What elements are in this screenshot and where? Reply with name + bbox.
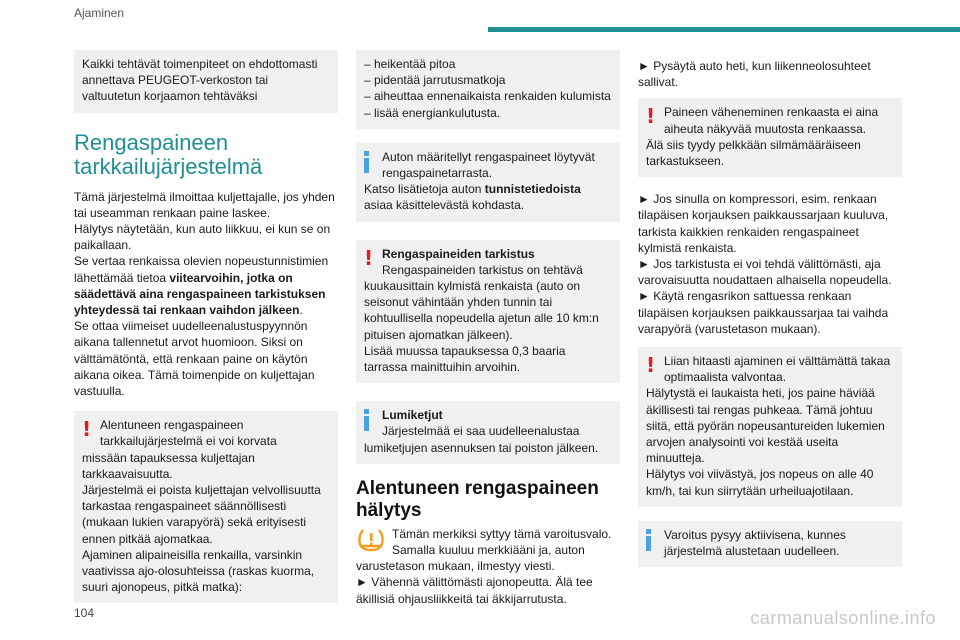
list-item: – lisää energiankulutusta. [364, 105, 501, 120]
paragraph: Se ottaa viimeiset uudelleenalustuspyynnön aikana tallennetut arvot huomioon. Siksi on välttämätöntä, että renkaan paine on käytön aikana oikea. Tämä toimenpide on kuljettajan vastuulla. [74, 319, 315, 399]
exclamation-icon: ! [82, 417, 92, 442]
alert-box-slow-driving [638, 347, 902, 507]
paragraph: ► Pysäytä auto heti, kun liikenneolosuhteet sallivat. [638, 59, 871, 90]
page-number: 104 [74, 606, 95, 620]
info-lead: Järjestelmää ei saa uudelleenalustaa [382, 424, 580, 439]
alert-lead: Rengaspaineiden tarkistus on tehtävä [382, 262, 583, 277]
alert-text: missään tapauksessa kuljettajan tarkkaavaisuutta. [82, 450, 255, 481]
info-box-warning-active [638, 521, 902, 567]
paragraph: ► Jos sinulla on kompressori, esim. renkaan tilapäisen korjauksen paikkaussarjaan kuuluva, tarkista kaikkien renkaiden rengaspaineet kylmistä renkaista. [638, 192, 889, 255]
alert-lead: Liian hitaasti ajaminen ei välttämättä takaa optimaalista valvontaa. [664, 354, 891, 385]
alert-box-visual-check [638, 98, 902, 177]
warning-lead: Tämän merkiksi syttyy tämä varoitusvalo. Samalla kuuluu merkkiääni ja, auton [392, 526, 612, 558]
info-title [382, 407, 612, 423]
section-title-low-pressure-alert: Alentuneen rengaspaineen hälytys [356, 477, 599, 521]
note-text: Kaikki tehtävät toimenpiteet on ehdottomasti annettava PEUGEOT-verkoston tai valtuutetun korjaamon tehtäväksi [82, 57, 318, 104]
paragraph: Tämä järjestelmä ilmoittaa kuljettajalle, jos yhden tai useamman renkaan paine laskee. [74, 189, 335, 220]
info-icon [364, 409, 369, 431]
paragraph: ► Jos tarkistusta ei voi tehdä välittömästi, aja varovaisuutta noudattaen alhaisella nopeudella. [638, 257, 892, 288]
paragraph: ► Vähennä välittömästi ajonopeutta. Älä tee äkillisiä ohjausliikkeitä tai äkkijarrutusta. [356, 575, 593, 606]
watermark: carmanualsonline.info [750, 608, 936, 628]
paragraph: ► Käytä rengasrikon sattuessa renkaan tilapäisen korjauksen paikkaussarjaa tai vaihda varapyörä (varustetason mukaan). [638, 289, 889, 336]
exclamation-icon: ! [364, 245, 374, 270]
exclamation-icon: ! [646, 353, 656, 378]
bold-text: Lumiketjut [382, 408, 443, 423]
text-span: Katso lisätietoja auton [364, 182, 485, 197]
paragraph: varustetason mukaan, ilmestyy viesti. [356, 559, 555, 574]
list-item: – pidentää jarrutusmatkoja [364, 73, 506, 88]
alert-text: Hälytystä ei laukaista heti, jos paine häviää äkillisesti tai rengas puhkeaa. Tämä johtuu siitä, että pyörän nopeusantureiden lukemien arvojen analysointi voi kestää useita minuutteja. [646, 386, 885, 466]
info-text: lumiketjujen asennuksen tai poiston jälkeen. [364, 440, 599, 455]
alert-box-pressure-check [356, 240, 620, 384]
info-text [364, 181, 612, 213]
column-2 [356, 50, 620, 607]
bold-text: viitearvoihin, jotka on säädettävä aina rengaspaineen tarkistuksen yhteydessä tai renkaan vaihdon jälkeen [74, 270, 326, 318]
note-box-peugeot [74, 50, 338, 113]
column-1 [74, 50, 338, 617]
tyre-pressure-warning-icon [356, 526, 386, 554]
info-icon [646, 529, 651, 551]
section-title-tpms: Rengaspaineen tarkkailujärjestelmä [74, 129, 263, 179]
info-box-pressure-label [356, 143, 620, 222]
info-lead: Auton määritellyt rengaspaineet löytyvät rengaspainetarrasta. [382, 149, 595, 181]
info-lead: Varoitus pysyy aktiivisena, kunnes järjestelmä alustetaan uudelleen. [664, 527, 846, 559]
column-3 [638, 50, 902, 581]
alert-lead: Paineen väheneminen renkaasta ei aina aiheuta näkyvää muutosta renkaassa. [664, 105, 879, 136]
warning-light-row [356, 526, 620, 558]
header-accent-bar [488, 27, 960, 32]
header-title: Ajaminen [74, 6, 125, 20]
alert-text: kuukausittain kylmistä renkaista (auto on seisonut vähintään yhden tunnin tai kohtuullisella nopeudella ajetun alle 10 km:n pituisen ajomatkan jälkeen). [364, 279, 599, 342]
info-icon [364, 151, 369, 173]
alert-text: Hälytys voi viivästyä, jos nopeus on alle 40 km/h, tai kun siirrytään urheiluajotilaan. [646, 467, 874, 498]
alert-title [382, 246, 612, 262]
alert-text: Älä siis tyydy pelkkään silmämääräiseen tarkastukseen. [646, 137, 861, 169]
text-span: Se vertaa renkaissa olevien nopeustunnistimien lähettämää tietoa [74, 254, 329, 285]
paragraph [74, 253, 338, 318]
bold-text: Rengaspaineiden tarkistus [382, 246, 535, 261]
bold-text: tunnistetiedoista [484, 182, 581, 197]
text-span: asiaa käsittelevästä kohdasta. [364, 198, 525, 213]
list-item: – aiheuttaa ennenaikaista renkaiden kulumista [364, 89, 611, 104]
alert-text: Ajaminen alipaineisilla renkailla, varsinkin vaativissa ajo-olosuhteissa (raskas kuorma, suuri ajonopeus, pitkä matka): [82, 547, 315, 595]
info-box-snow-chains [356, 401, 620, 464]
consequence-list-box [356, 50, 620, 129]
alert-box-tpms [74, 411, 338, 603]
alert-text: Järjestelmä ei poista kuljettajan velvollisuutta tarkastaa rengaspaineet säännöllisesti (mukaan lukien varapyörä) sekä erityisesti ennen pitkää ajomatkaa. [82, 483, 321, 546]
alert-lead: Alentuneen rengaspaineen tarkkailujärjestelmä ei voi korvata [100, 418, 277, 449]
paragraph: Hälytys näytetään, kun auto liikkuu, ei kun se on paikallaan. [74, 222, 331, 253]
text-span: . [299, 303, 303, 318]
alert-text: Lisää muussa tapauksessa 0,3 baaria tarrassa mainittuihin arvoihin. [364, 343, 566, 375]
list-item: – heikentää pitoa [364, 57, 456, 71]
exclamation-icon: ! [646, 104, 656, 129]
